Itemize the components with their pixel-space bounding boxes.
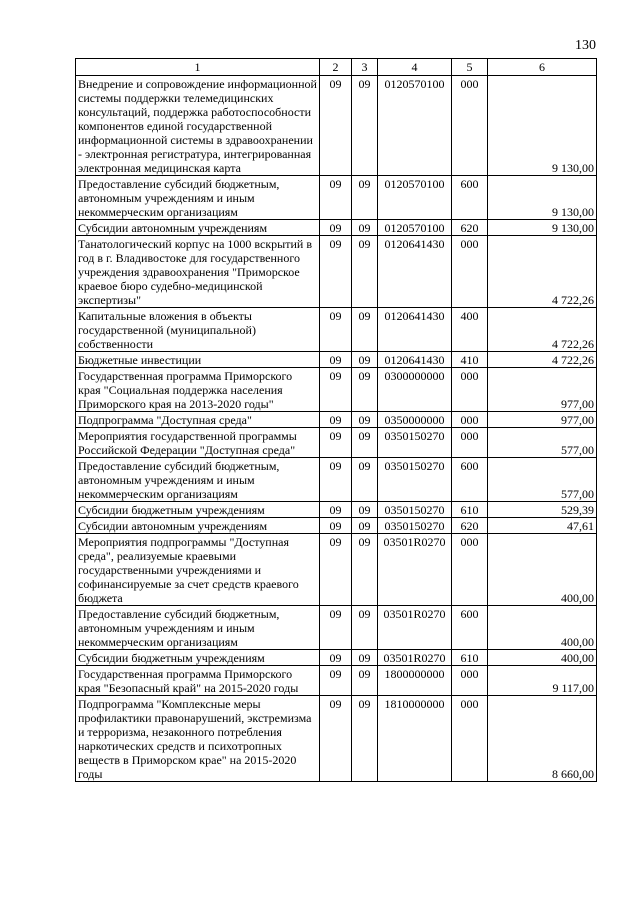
row-section: 09 — [320, 502, 352, 518]
row-target-code: 0120641430 — [378, 236, 452, 308]
header-col-4: 4 — [378, 59, 452, 76]
row-name: Субсидии бюджетным учреждениям — [76, 650, 320, 666]
row-section: 09 — [320, 352, 352, 368]
row-subsection: 09 — [352, 236, 378, 308]
row-target-code: 0120570100 — [378, 176, 452, 220]
table-row — [76, 518, 597, 534]
row-amount: 977,00 — [488, 368, 597, 412]
table-row — [76, 352, 597, 368]
row-subsection: 09 — [352, 696, 378, 782]
row-name: Танатологический корпус на 1000 вскрытий в год в г. Владивостоке для государственного учреждения здравоохранения "Приморское краевое бюро судебно-медицинской экспертизы" — [76, 236, 320, 308]
table-row — [76, 236, 597, 308]
row-subsection: 09 — [352, 458, 378, 502]
table-row — [76, 458, 597, 502]
row-expense-type: 000 — [452, 368, 488, 412]
row-name: Предоставление субсидий бюджетным, автономным учреждениям и иным некоммерческим организациям — [76, 458, 320, 502]
row-expense-type: 000 — [452, 76, 488, 176]
row-subsection: 09 — [352, 76, 378, 176]
row-subsection: 09 — [352, 220, 378, 236]
row-section: 09 — [320, 220, 352, 236]
row-section: 09 — [320, 458, 352, 502]
budget-table — [75, 58, 597, 782]
row-expense-type: 620 — [452, 518, 488, 534]
row-expense-type: 000 — [452, 236, 488, 308]
row-name: Субсидии бюджетным учреждениям — [76, 502, 320, 518]
row-name: Предоставление субсидий бюджетным, автономным учреждениям и иным некоммерческим организациям — [76, 176, 320, 220]
row-expense-type: 000 — [452, 666, 488, 696]
row-name: Субсидии автономным учреждениям — [76, 518, 320, 534]
row-expense-type: 000 — [452, 412, 488, 428]
row-expense-type: 000 — [452, 534, 488, 606]
row-expense-type: 410 — [452, 352, 488, 368]
row-section: 09 — [320, 412, 352, 428]
row-subsection: 09 — [352, 352, 378, 368]
row-name: Внедрение и сопровождение информационной системы поддержки телемедицинских консультаций, поддержка работоспособности компонентов единой государственной информационной системы в здравоохранении - электронная регистратура, интегрированная электронная медицинская карта — [76, 76, 320, 176]
row-name: Капитальные вложения в объекты государственной (муниципальной) собственности — [76, 308, 320, 352]
row-target-code: 0120570100 — [378, 220, 452, 236]
row-section: 09 — [320, 696, 352, 782]
row-target-code: 03501R0270 — [378, 650, 452, 666]
row-target-code: 0120641430 — [378, 352, 452, 368]
row-subsection: 09 — [352, 518, 378, 534]
row-name: Подпрограмма "Доступная среда" — [76, 412, 320, 428]
row-name: Государственная программа Приморского края "Безопасный край" на 2015-2020 годы — [76, 666, 320, 696]
row-amount: 47,61 — [488, 518, 597, 534]
table-row — [76, 650, 597, 666]
header-col-3: 3 — [352, 59, 378, 76]
header-col-2: 2 — [320, 59, 352, 76]
row-subsection: 09 — [352, 534, 378, 606]
row-name: Государственная программа Приморского края "Социальная поддержка населения Приморского края на 2013-2020 годы" — [76, 368, 320, 412]
row-subsection: 09 — [352, 606, 378, 650]
row-target-code: 0350150270 — [378, 428, 452, 458]
row-amount: 529,39 — [488, 502, 597, 518]
row-target-code: 0350150270 — [378, 502, 452, 518]
row-amount: 977,00 — [488, 412, 597, 428]
header-col-6: 6 — [488, 59, 597, 76]
row-expense-type: 000 — [452, 428, 488, 458]
row-expense-type: 600 — [452, 176, 488, 220]
row-section: 09 — [320, 76, 352, 176]
table-row — [76, 308, 597, 352]
row-amount: 9 117,00 — [488, 666, 597, 696]
row-amount: 4 722,26 — [488, 308, 597, 352]
row-target-code: 1800000000 — [378, 666, 452, 696]
table-row — [76, 368, 597, 412]
table-row — [76, 220, 597, 236]
row-amount: 400,00 — [488, 534, 597, 606]
row-subsection: 09 — [352, 666, 378, 696]
row-section: 09 — [320, 176, 352, 220]
row-target-code: 1810000000 — [378, 696, 452, 782]
row-amount: 8 660,00 — [488, 696, 597, 782]
row-amount: 577,00 — [488, 458, 597, 502]
row-target-code: 0120570100 — [378, 76, 452, 176]
row-target-code: 0350000000 — [378, 412, 452, 428]
row-expense-type: 000 — [452, 696, 488, 782]
header-row — [76, 59, 597, 76]
row-section: 09 — [320, 650, 352, 666]
row-subsection: 09 — [352, 502, 378, 518]
row-name: Субсидии автономным учреждениям — [76, 220, 320, 236]
row-target-code: 0300000000 — [378, 368, 452, 412]
row-subsection: 09 — [352, 368, 378, 412]
row-section: 09 — [320, 308, 352, 352]
row-amount: 400,00 — [488, 606, 597, 650]
row-amount: 4 722,26 — [488, 236, 597, 308]
row-amount: 9 130,00 — [488, 76, 597, 176]
row-section: 09 — [320, 518, 352, 534]
row-subsection: 09 — [352, 308, 378, 352]
row-expense-type: 400 — [452, 308, 488, 352]
row-name: Подпрограмма "Комплексные меры профилактики правонарушений, экстремизма и терроризма, незаконного потребления наркотических средств и психотропных веществ в Приморском крае" на 2015-2020 годы — [76, 696, 320, 782]
header-col-5: 5 — [452, 59, 488, 76]
row-target-code: 03501R0270 — [378, 606, 452, 650]
table-row — [76, 696, 597, 782]
page-number: 130 — [575, 38, 596, 53]
row-name: Предоставление субсидий бюджетным, автономным учреждениям и иным некоммерческим организациям — [76, 606, 320, 650]
header-col-1: 1 — [76, 59, 320, 76]
row-amount: 400,00 — [488, 650, 597, 666]
row-target-code: 0350150270 — [378, 518, 452, 534]
row-expense-type: 610 — [452, 502, 488, 518]
row-section: 09 — [320, 534, 352, 606]
row-target-code: 0120641430 — [378, 308, 452, 352]
row-amount: 4 722,26 — [488, 352, 597, 368]
row-expense-type: 600 — [452, 606, 488, 650]
row-name: Мероприятия подпрограммы "Доступная среда", реализуемые краевыми государственными учреждениями и софинансируемые за счет средств краевого бюджета — [76, 534, 320, 606]
table-row — [76, 176, 597, 220]
row-expense-type: 620 — [452, 220, 488, 236]
row-amount: 9 130,00 — [488, 220, 597, 236]
row-name: Бюджетные инвестиции — [76, 352, 320, 368]
table-row — [76, 76, 597, 176]
table-row — [76, 666, 597, 696]
row-target-code: 03501R0270 — [378, 534, 452, 606]
row-subsection: 09 — [352, 412, 378, 428]
row-subsection: 09 — [352, 176, 378, 220]
table-row — [76, 534, 597, 606]
row-section: 09 — [320, 236, 352, 308]
row-amount: 9 130,00 — [488, 176, 597, 220]
row-amount: 577,00 — [488, 428, 597, 458]
row-section: 09 — [320, 666, 352, 696]
row-expense-type: 610 — [452, 650, 488, 666]
row-name: Мероприятия государственной программы Российской Федерации "Доступная среда" — [76, 428, 320, 458]
row-subsection: 09 — [352, 650, 378, 666]
table-row — [76, 502, 597, 518]
row-target-code: 0350150270 — [378, 458, 452, 502]
table-row — [76, 412, 597, 428]
row-section: 09 — [320, 606, 352, 650]
row-expense-type: 600 — [452, 458, 488, 502]
table-row — [76, 606, 597, 650]
row-section: 09 — [320, 368, 352, 412]
row-subsection: 09 — [352, 428, 378, 458]
table-row — [76, 428, 597, 458]
row-section: 09 — [320, 428, 352, 458]
